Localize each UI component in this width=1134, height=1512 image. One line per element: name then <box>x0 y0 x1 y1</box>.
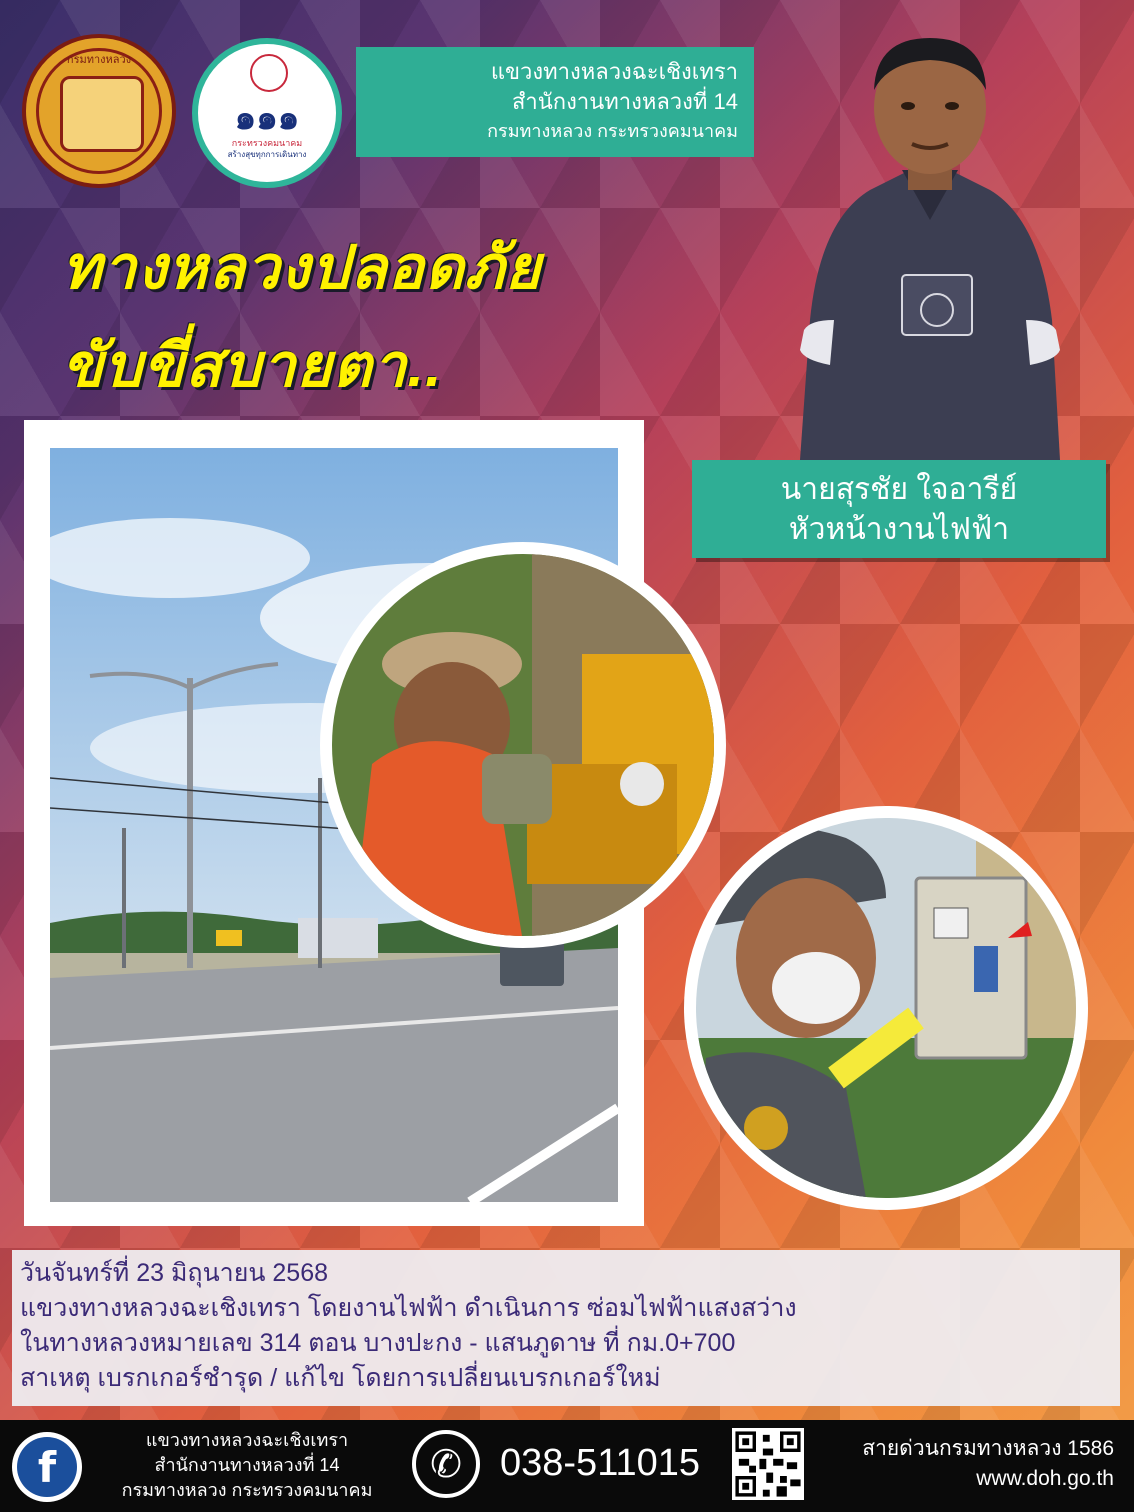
department-of-highways-logo <box>22 34 176 188</box>
hotline-number: สายด่วนกรมทางหลวง 1586 <box>862 1437 1114 1460</box>
website-link[interactable]: www.doh.go.th <box>976 1467 1114 1490</box>
description-location: ในทางหลวงหมายเลข 314 ตอน บางปะกง - แสนภูดาษ ที่ กม.0+700 <box>20 1329 736 1357</box>
facebook-icon[interactable] <box>12 1432 82 1502</box>
facebook-glyph: f <box>17 1437 77 1497</box>
person-position: หัวหน้างานไฟฟ้า <box>788 513 1010 546</box>
office-name: แขวงทางหลวงฉะเชิงเทรา <box>490 59 738 84</box>
mot-ministry-name: กระทรวงคมนาคม <box>231 139 303 149</box>
phone-icon: ✆ <box>412 1430 480 1498</box>
footer-office-info <box>92 1428 402 1503</box>
worker-repair-photo <box>320 542 726 948</box>
office-header-box <box>356 47 754 157</box>
office-department: กรมทางหลวง กระทรวงคมนาคม <box>487 121 738 141</box>
logo-emblem <box>60 76 144 152</box>
doh-logo-text: กรมทางหลวง <box>66 53 132 66</box>
ministry-seal-icon <box>250 54 288 92</box>
description-box <box>12 1250 1120 1406</box>
description-action: แขวงทางหลวงฉะเชิงเทรา โดยงานไฟฟ้า ดำเนินการ ซ่อมไฟฟ้าแสงสว่าง <box>20 1294 797 1322</box>
qr-code-icon[interactable] <box>732 1428 804 1500</box>
person-portrait <box>790 20 1070 460</box>
footer-office-department: กรมทางหลวง กระทรวงคมนาคม <box>121 1480 373 1500</box>
ministry-of-transport-logo <box>192 38 342 188</box>
headline-line-2: ขับขี่สบายตา.. <box>62 332 443 399</box>
mot-slogan: สร้างสุขทุกการเดินทาง <box>227 150 307 159</box>
description-date: วันจันทร์ที่ 23 มิถุนายน 2568 <box>20 1259 328 1287</box>
person-name-box <box>692 460 1106 558</box>
phone-number[interactable]: 038-511015 <box>500 1442 701 1484</box>
office-region: สำนักงานทางหลวงที่ 14 <box>511 89 738 114</box>
person-name: นายสุรชัย ใจอารีย์ <box>780 473 1018 506</box>
worker-repair-image <box>332 554 714 936</box>
hotline-info <box>820 1434 1114 1494</box>
footer-bar <box>0 1420 1134 1512</box>
footer-office-region: สำนักงานทางหลวงที่ 14 <box>154 1455 340 1475</box>
breaker-replacement-photo <box>684 806 1088 1210</box>
description-cause-fix: สาเหตุ เบรกเกอร์ชำรุด / แก้ไข โดยการเปลี่ยนเบรกเกอร์ใหม่ <box>20 1364 661 1392</box>
breaker-replacement-image <box>696 818 1076 1198</box>
headline-line-1: ทางหลวงปลอดภัย <box>62 234 542 301</box>
footer-office-name: แขวงทางหลวงฉะเชิงเทรา <box>145 1430 349 1450</box>
mot-anniversary-number: ๑๑๑ <box>234 98 300 138</box>
